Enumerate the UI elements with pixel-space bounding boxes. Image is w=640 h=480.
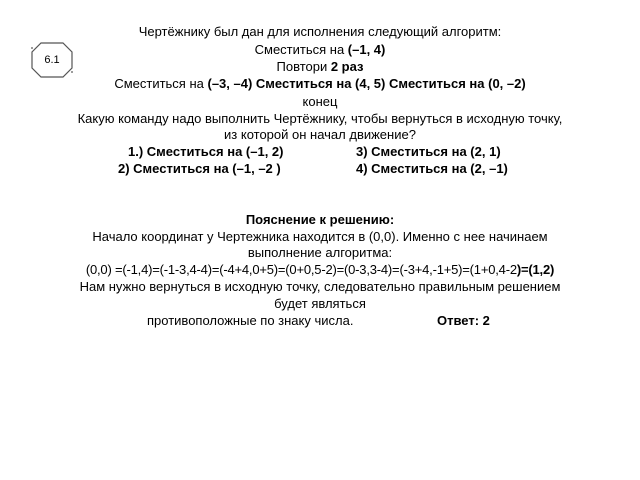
answer-option-3: 3) Сместиться на (2, 1) xyxy=(356,144,501,159)
repeat-command: Повтори xyxy=(276,59,331,74)
solution-line-2: выполнение алгоритма: xyxy=(247,245,393,260)
solution-line-6: противоположные по знаку числа. xyxy=(147,313,354,328)
solution-line-1: Начало координат у Чертежника находится в (0,0). Именно с нее начинаем xyxy=(92,229,548,244)
solution-line-4: Нам нужно вернуться в исходную точку, следовательно правильным решением xyxy=(79,279,561,294)
answer-option-2: 2) Сместиться на (–1, –2 ) xyxy=(118,161,281,176)
calculation-result: )=(1,2) xyxy=(516,262,555,277)
question-line-1: Какую команду надо выполнить Чертёжнику, чтобы вернуться в исходную точку, xyxy=(77,111,563,126)
question-line-2: из которой он начал движение? xyxy=(224,127,416,142)
repeat-count: 2 раз xyxy=(330,59,364,74)
algorithm-end: конец xyxy=(302,94,338,109)
answer-option-1: 1.) Сместиться на (–1, 2) xyxy=(128,144,284,159)
algorithm-loop-body xyxy=(40,76,600,92)
task-number: 6.1 xyxy=(44,54,60,66)
algorithm-repeat xyxy=(40,59,600,75)
loop-command: Сместиться на xyxy=(114,76,208,91)
task-intro: Чертёжнику был дан для исполнения следующий алгоритм: xyxy=(138,24,502,39)
calculation-steps: (0,0) =(-1,4)=(-1-3,4-4)=(-4+4,0+5)=(0+0,5-2)=(0-3,3-4)=(-3+4,-1+5)=(1+0,4-2 xyxy=(85,262,517,277)
step-1-command: Сместиться на xyxy=(254,42,348,57)
solution-heading: Пояснение к решению: xyxy=(245,212,395,227)
final-answer: Ответ: 2 xyxy=(437,313,490,328)
algorithm-step-1 xyxy=(40,42,600,58)
solution-line-5: будет являться xyxy=(274,296,366,311)
answer-option-4: 4) Сместиться на (2, –1) xyxy=(356,161,508,176)
step-1-value: (–1, 4) xyxy=(347,42,386,57)
solution-calculation xyxy=(40,262,600,278)
loop-values: (–3, –4) Сместиться на (4, 5) Сместиться на (0, –2) xyxy=(207,76,526,91)
